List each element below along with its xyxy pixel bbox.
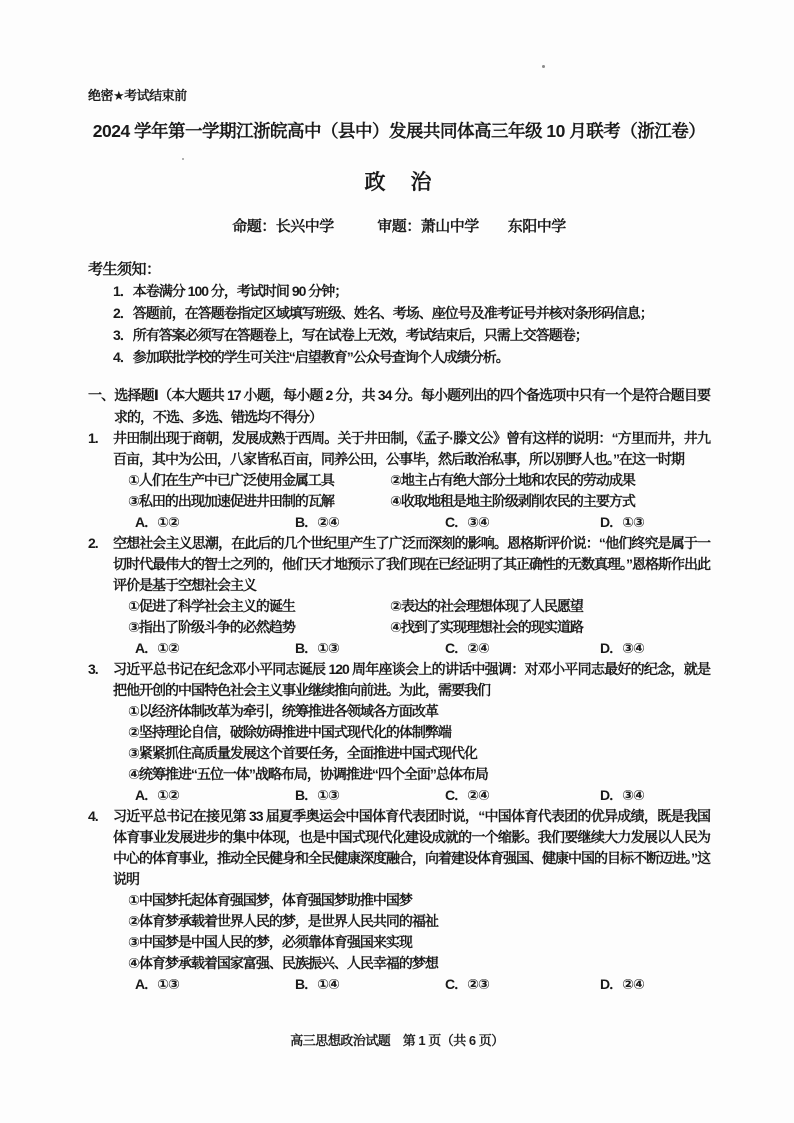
choice-a: A．①③: [135, 976, 179, 992]
question-stem: 习近平总书记在纪念邓小平同志诞辰 120 周年座谈会上的讲话中强调：对邓小平同志最好的纪念，就是把他开创的中国特色社会主义事业继续推向前进。为此，需要我们: [113, 661, 710, 698]
choice-b: B．①③: [295, 640, 339, 656]
choice-d: D．②④: [600, 976, 644, 992]
notice-title: 考生须知：: [88, 261, 161, 278]
setters-line: 命题：长兴中学 审题：萧山中学 东阳中学: [232, 218, 566, 235]
page-footer: 高三思想政治试题 第 1 页（共 6 页）: [290, 1033, 504, 1048]
statement: ②地主占有绝大部分土地和农民的劳动成果: [390, 472, 635, 488]
choice-b: B．①④: [295, 976, 339, 992]
question-head: [88, 428, 710, 470]
statement: ②体育梦承载着世界人民的梦，是世界人民共同的福祉: [128, 913, 438, 929]
question-head: [88, 659, 710, 701]
statement: ③指出了阶级斗争的必然趋势: [128, 619, 295, 635]
choice-a: A．①②: [135, 640, 179, 656]
notice-item: 4．参加联批学校的学生可关注“启望教育”公众号查询个人成绩分析。: [113, 349, 509, 365]
statement-list: [88, 596, 710, 638]
section1-title: 一、选择题Ⅰ（本大题共 17 小题，每小题 2 分，共 34 分。每小题列出的四个备选项中只有一个是符合题目要求的，不选、多选、错选均不得分）: [88, 387, 710, 425]
choice-a: A．①②: [135, 787, 179, 803]
question-3: [88, 659, 710, 806]
statement: ④找到了实现理想社会的现实道路: [390, 619, 583, 635]
statement: ①人们在生产中已广泛使用金属工具: [128, 472, 334, 488]
choice-a: A．①②: [135, 514, 179, 530]
statement: ③私田的出现加速促进井田制的瓦解: [128, 493, 334, 509]
scan-speck: [182, 158, 184, 160]
choice-d: D．③④: [600, 787, 644, 803]
choice-d: D．①③: [600, 514, 644, 530]
security-label: 绝密★考试结束前: [88, 88, 187, 103]
choice-c: C．②④: [445, 787, 489, 803]
choice-c: C．②③: [445, 976, 489, 992]
question-1: [88, 428, 710, 533]
statement: ②坚持理论自信，破除妨碍推进中国式现代化的体制弊端: [128, 724, 451, 740]
statement: ①以经济体制改革为牵引，统筹推进各领域各方面改革: [128, 703, 438, 719]
scan-speck: [542, 65, 545, 68]
statement-list: [88, 890, 710, 974]
question-stem: 习近平总书记在接见第 33 届夏季奥运会中国体育代表团时说，“中国体育代表团的优异成绩，既是我国体育事业发展进步的集中体现，也是中国式现代化建设成就的一个缩影。我们要继续大力发展以人民为中心的体育事业，推动全民健身和全民健康深度融合，向着建设体育强国、健康中国的目标不断迈进。”这说明: [113, 808, 710, 887]
exam-title: 2024 学年第一学期江浙皖高中（县中）发展共同体高三年级 10 月联考（浙江卷）: [92, 121, 706, 141]
statement: ①促进了科学社会主义的诞生: [128, 598, 295, 614]
subject-title: 政 治: [364, 171, 434, 194]
statement: ④收取地租是地主阶级剥削农民的主要方式: [390, 493, 635, 509]
statement-list: [88, 701, 710, 785]
question-stem: 空想社会主义思潮，在此后的几个世纪里产生了广泛而深刻的影响。恩格斯评价说：“他们终究是属于一切时代最伟大的智士之列的，他们天才地预示了我们现在已经证明了其正确性的无数真理。”恩格斯作出此评价是基于空想社会主义: [113, 535, 710, 593]
question-head: [88, 533, 710, 596]
statement: ③中国梦是中国人民的梦，必须靠体育强国来实现: [128, 934, 412, 950]
notice-item: 2．答题前，在答题卷指定区域填写班级、姓名、考场、座位号及准考证号并核对条形码信息；: [113, 305, 653, 321]
question-number: 1.: [88, 430, 98, 446]
statement: ①中国梦托起体育强国梦，体育强国梦助推中国梦: [128, 892, 412, 908]
choice-c: C．②④: [445, 640, 489, 656]
choice-c: C．③④: [445, 514, 489, 530]
statement-list: [88, 470, 710, 512]
notice-item: 3．所有答案必须写在答题卷上，写在试卷上无效，考试结束后，只需上交答题卷；: [113, 327, 588, 343]
choice-row: [88, 974, 710, 995]
statement: ②表达的社会理想体现了人民愿望: [390, 598, 583, 614]
choice-row: [88, 785, 710, 806]
statement: ④统筹推进“五位一体”战略布局，协调推进“四个全面”总体布局: [128, 766, 488, 782]
question-stem: 井田制出现于商朝，发展成熟于西周。关于井田制，《孟子·滕文公》曾有这样的说明：“方里而井，井九百亩，其中为公田，八家皆私百亩，同养公田，公事毕，然后敢治私事，所以别野人也。”在这一时期: [113, 430, 710, 467]
statement: ④体育梦承载着国家富强、民族振兴、人民幸福的梦想: [128, 955, 438, 971]
question-number: 4.: [88, 808, 98, 824]
question-2: [88, 533, 710, 659]
notice-item: 1．本卷满分 100 分，考试时间 90 分钟；: [113, 283, 348, 299]
choice-row: [88, 512, 710, 533]
notice-list: [88, 280, 710, 368]
choice-b: B．②④: [295, 514, 339, 530]
choice-b: B．①③: [295, 787, 339, 803]
question-number: 3.: [88, 661, 98, 677]
question-4: [88, 806, 710, 995]
choice-d: D．③④: [600, 640, 644, 656]
statement: ③紧紧抓住高质量发展这个首要任务，全面推进中国式现代化: [128, 745, 477, 761]
question-head: [88, 806, 710, 890]
choice-row: [88, 638, 710, 659]
question-number: 2.: [88, 535, 98, 551]
